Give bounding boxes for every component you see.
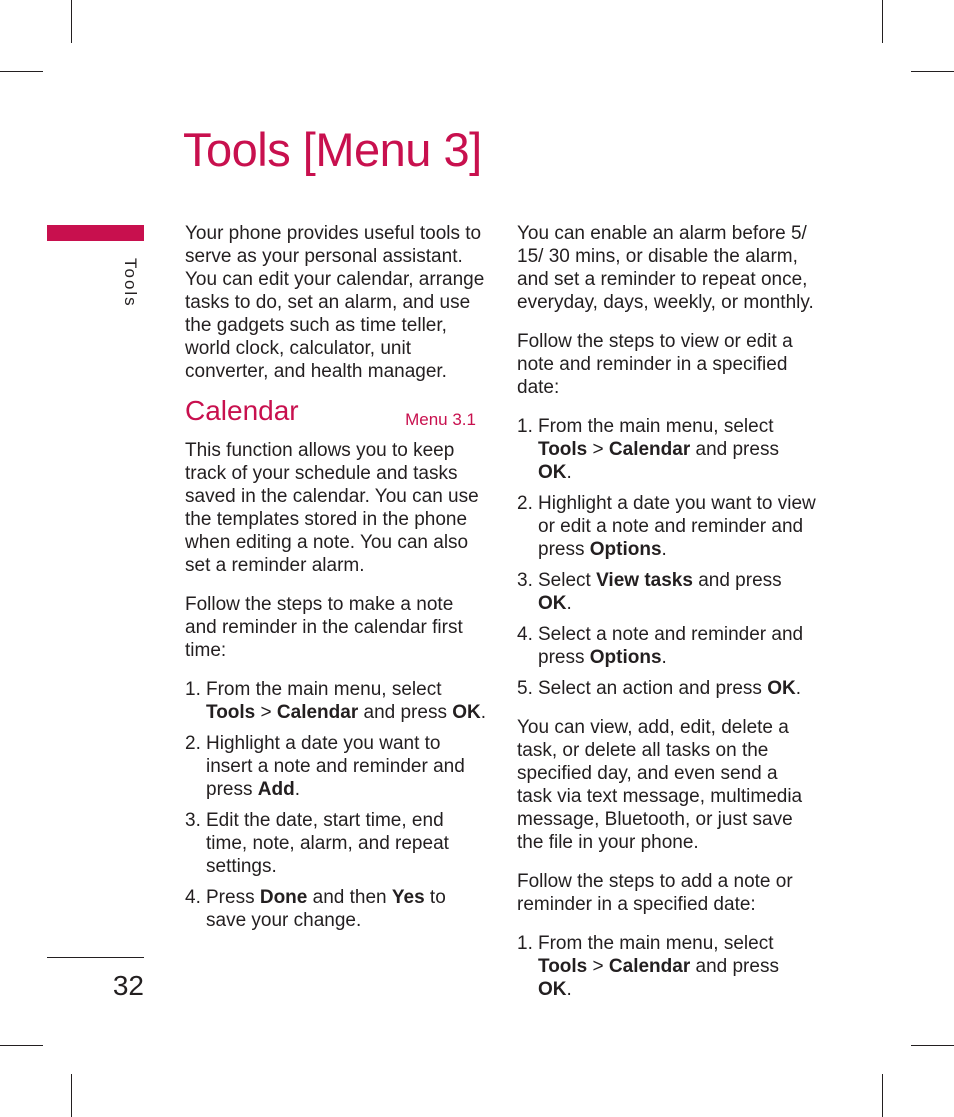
tasks-paragraph: You can view, add, edit, delete a task, or delete all tasks on the specified day, and even send a task via text message, multimedia message, Bluetooth, or just save the file in your phone. — [517, 717, 803, 853]
list-item: 3. Select View tasks and press OK. — [517, 570, 782, 614]
step-number: 1. — [517, 416, 533, 437]
step-number: 2. — [185, 733, 201, 754]
footer-divider — [47, 957, 144, 958]
list-item: 2. Highlight a date you want to insert a note and reminder and press Add. — [185, 733, 465, 800]
step-number: 4. — [185, 887, 201, 908]
section-description: This function allows you to keep track of your schedule and tasks saved in the calendar. You can use the templates stored in the phone when editing a note. You can also set a reminder alarm. — [185, 440, 479, 576]
page-number: 32 — [112, 970, 144, 1001]
view-steps-intro: Follow the steps to view or edit a note and reminder in a specified date: — [517, 331, 793, 398]
add-steps-list — [517, 932, 817, 1001]
view-steps-list — [517, 415, 817, 700]
intro-paragraph: Your phone provides useful tools to serve as your personal assistant. You can edit your calendar, arrange tasks to do, set an alarm, and use the gadgets such as time teller, world clock, calculator, unit converter, and health manager. — [185, 223, 485, 382]
list-item: 1. From the main menu, select Tools > Calendar and press OK. — [517, 416, 779, 483]
steps-intro: Follow the steps to make a note and reminder in the calendar first time: — [185, 594, 463, 661]
crop-mark — [71, 1074, 72, 1117]
left-column — [185, 222, 490, 948]
list-item: 3. Edit the date, start time, end time, note, alarm, and repeat settings. — [185, 810, 449, 877]
list-item: 1. From the main menu, select Tools > Calendar and press OK. — [185, 679, 487, 723]
step-number: 5. — [517, 678, 533, 699]
step-number: 3. — [185, 810, 201, 831]
steps-list — [185, 678, 490, 932]
side-tab-label: Tools — [121, 258, 140, 308]
list-item: 2. Highlight a date you want to view or edit a note and reminder and press Options. — [517, 493, 816, 560]
step-number: 4. — [517, 624, 533, 645]
list-item: 4. Press Done and then Yes to save your change. — [185, 887, 446, 931]
add-steps-intro: Follow the steps to add a note or reminder in a specified date: — [517, 871, 793, 915]
crop-mark — [71, 0, 72, 43]
list-item: 4. Select a note and reminder and press Options. — [517, 624, 804, 668]
step-number: 3. — [517, 570, 533, 591]
crop-mark — [882, 0, 883, 43]
crop-mark — [0, 71, 43, 72]
crop-mark — [911, 1045, 954, 1046]
alarm-paragraph: You can enable an alarm before 5/ 15/ 30 mins, or disable the alarm, and set a reminder to repeat once, everyday, days, weekly, or monthly. — [517, 223, 814, 313]
crop-mark — [911, 71, 954, 72]
step-number: 1. — [517, 933, 533, 954]
step-number: 1. — [185, 679, 201, 700]
menu-reference: Menu 3.1 — [405, 410, 476, 429]
page-title: Tools [Menu 3] — [183, 123, 482, 176]
crop-mark — [0, 1045, 43, 1046]
step-number: 2. — [517, 493, 533, 514]
section-header — [185, 395, 490, 433]
side-tab-bar — [47, 225, 144, 241]
crop-mark — [882, 1074, 883, 1117]
right-column — [517, 222, 817, 1017]
list-item: 5. Select an action and press OK. — [517, 678, 801, 699]
section-title: Calendar — [185, 395, 299, 426]
list-item: 1. From the main menu, select Tools > Calendar and press OK. — [517, 933, 779, 1000]
